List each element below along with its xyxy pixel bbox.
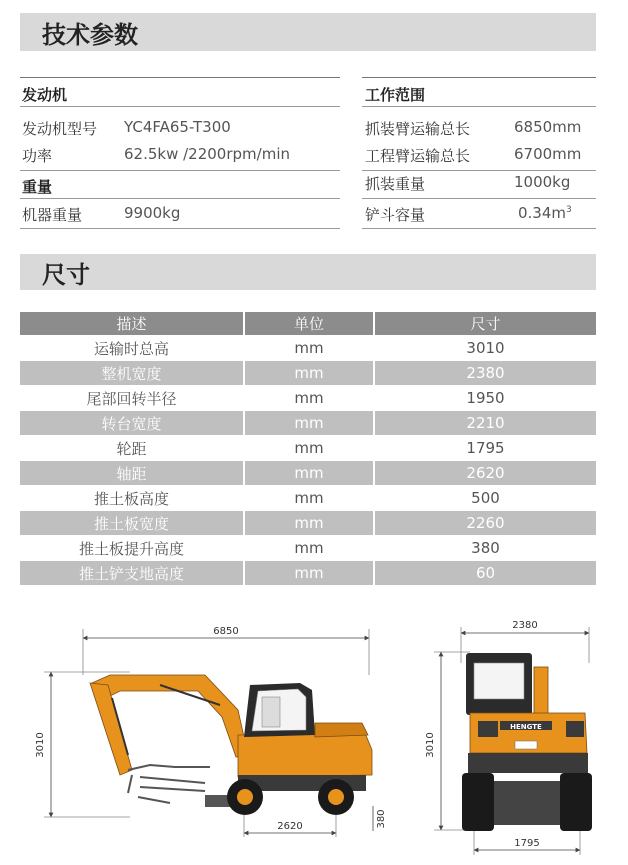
row-description: 推土板高度 bbox=[20, 486, 245, 510]
grab-arm-length-value: 6850mm bbox=[514, 118, 582, 136]
table-row bbox=[20, 511, 596, 535]
weight-heading-rule bbox=[20, 198, 340, 199]
row-size: 2260 bbox=[375, 511, 596, 535]
engine-top-rule bbox=[20, 77, 340, 78]
grab-arm-length-label: 抓装臂运输总长 bbox=[365, 120, 471, 138]
front-wheel-left bbox=[462, 773, 494, 831]
col-header-unit: 单位 bbox=[245, 312, 375, 335]
front-track-label: 1795 bbox=[514, 838, 540, 849]
front-wheel-right bbox=[560, 773, 592, 831]
dimensions-title: 尺寸 bbox=[42, 260, 90, 289]
engine-model-label: 发动机型号 bbox=[22, 120, 98, 138]
bucket-capacity-sup: 3 bbox=[566, 205, 572, 215]
side-wheelbase-label: 2620 bbox=[277, 821, 303, 832]
table-row bbox=[20, 361, 596, 385]
row-size: 500 bbox=[471, 489, 500, 507]
row-size: 3010 bbox=[466, 339, 505, 357]
row-description: 轮距 bbox=[20, 436, 245, 460]
row-size: 2210 bbox=[375, 411, 596, 435]
bucket-capacity-label: 铲斗容量 bbox=[365, 206, 426, 224]
side-wheel-front bbox=[227, 779, 263, 815]
row-unit: mm bbox=[245, 361, 375, 385]
front-track-dimension bbox=[474, 831, 580, 855]
engine-heading-rule bbox=[20, 106, 340, 107]
grab-weight-label: 抓装重量 bbox=[365, 175, 426, 193]
row-size: 380 bbox=[471, 539, 500, 557]
tech-params-header bbox=[20, 13, 596, 51]
table-row bbox=[20, 486, 596, 510]
tech-params-title: 技术参数 bbox=[42, 20, 138, 49]
excavator-front-view bbox=[462, 653, 592, 831]
side-height-label: 3010 bbox=[35, 732, 46, 758]
brand-logo: HENGTE bbox=[510, 723, 542, 731]
front-height-label: 3010 bbox=[425, 732, 436, 758]
row-description: 推土板宽度 bbox=[20, 511, 245, 535]
row-description: 尾部回转半径 bbox=[20, 386, 245, 410]
row-size: 1795 bbox=[466, 439, 505, 457]
side-length-dimension bbox=[83, 626, 369, 675]
col-header-description: 描述 bbox=[20, 312, 245, 335]
engine-power-value: 62.5kw /2200rpm/min bbox=[124, 145, 290, 163]
engine-model-value: YC4FA65-T300 bbox=[124, 118, 231, 136]
range-top-rule bbox=[362, 77, 596, 78]
excavator-side-view bbox=[90, 675, 372, 815]
machine-weight-value: 9900kg bbox=[124, 204, 181, 222]
row-unit: mm bbox=[245, 561, 375, 585]
dimensions-header bbox=[20, 254, 596, 290]
side-blade-lift-label: 380 bbox=[376, 809, 387, 829]
eng-arm-length-value: 6700mm bbox=[514, 145, 582, 163]
dimensions-table bbox=[20, 311, 596, 586]
row-description: 整机宽度 bbox=[20, 361, 245, 385]
bucket-capacity-number: 0.34m bbox=[518, 204, 567, 222]
front-width-label: 2380 bbox=[512, 620, 538, 631]
row-unit: mm bbox=[245, 511, 375, 535]
engine-bottom-rule bbox=[20, 170, 340, 171]
row-unit: mm bbox=[245, 461, 375, 485]
table-row bbox=[20, 336, 596, 360]
row-unit: mm bbox=[245, 536, 375, 560]
machine-weight-label: 机器重量 bbox=[22, 206, 83, 224]
row-description: 转台宽度 bbox=[20, 411, 245, 435]
col-header-size: 尺寸 bbox=[375, 312, 596, 335]
side-blade-lift-dimension bbox=[373, 806, 387, 831]
row-unit: mm bbox=[245, 436, 375, 460]
row-unit: mm bbox=[245, 336, 375, 360]
row-description: 运输时总高 bbox=[20, 336, 245, 360]
range-bottom-rule bbox=[362, 228, 596, 229]
range-mid-rule-1 bbox=[362, 170, 596, 171]
range-heading: 工作范围 bbox=[365, 86, 426, 104]
weight-heading: 重量 bbox=[22, 178, 53, 196]
row-description: 推土铲支地高度 bbox=[20, 561, 245, 585]
row-unit: mm bbox=[245, 486, 375, 510]
table-row bbox=[20, 411, 596, 435]
row-unit: mm bbox=[245, 386, 375, 410]
table-row bbox=[20, 536, 596, 560]
row-description: 推土板提升高度 bbox=[20, 536, 245, 560]
table-row bbox=[20, 561, 596, 585]
engine-power-label: 功率 bbox=[22, 147, 53, 165]
row-description: 轴距 bbox=[20, 461, 245, 485]
row-unit: mm bbox=[245, 411, 375, 435]
eng-arm-length-label: 工程臂运输总长 bbox=[365, 147, 471, 165]
table-row bbox=[20, 461, 596, 485]
weight-bottom-rule bbox=[20, 228, 340, 229]
row-size: 60 bbox=[375, 561, 596, 585]
engine-heading: 发动机 bbox=[22, 86, 68, 104]
table-row bbox=[20, 386, 596, 410]
range-mid-rule-2 bbox=[362, 198, 596, 199]
row-size: 2620 bbox=[375, 461, 596, 485]
row-size: 1950 bbox=[466, 389, 505, 407]
table-row bbox=[20, 436, 596, 460]
row-size: 2380 bbox=[375, 361, 596, 385]
bucket-capacity-value bbox=[518, 204, 572, 222]
grapple bbox=[128, 765, 210, 803]
dimensions-table-header bbox=[20, 312, 596, 335]
side-wheel-rear bbox=[318, 779, 354, 815]
grab-weight-value: 1000kg bbox=[514, 173, 571, 191]
side-length-label: 6850 bbox=[213, 626, 239, 637]
excavator-drawing bbox=[0, 605, 628, 865]
range-heading-rule bbox=[362, 106, 596, 107]
